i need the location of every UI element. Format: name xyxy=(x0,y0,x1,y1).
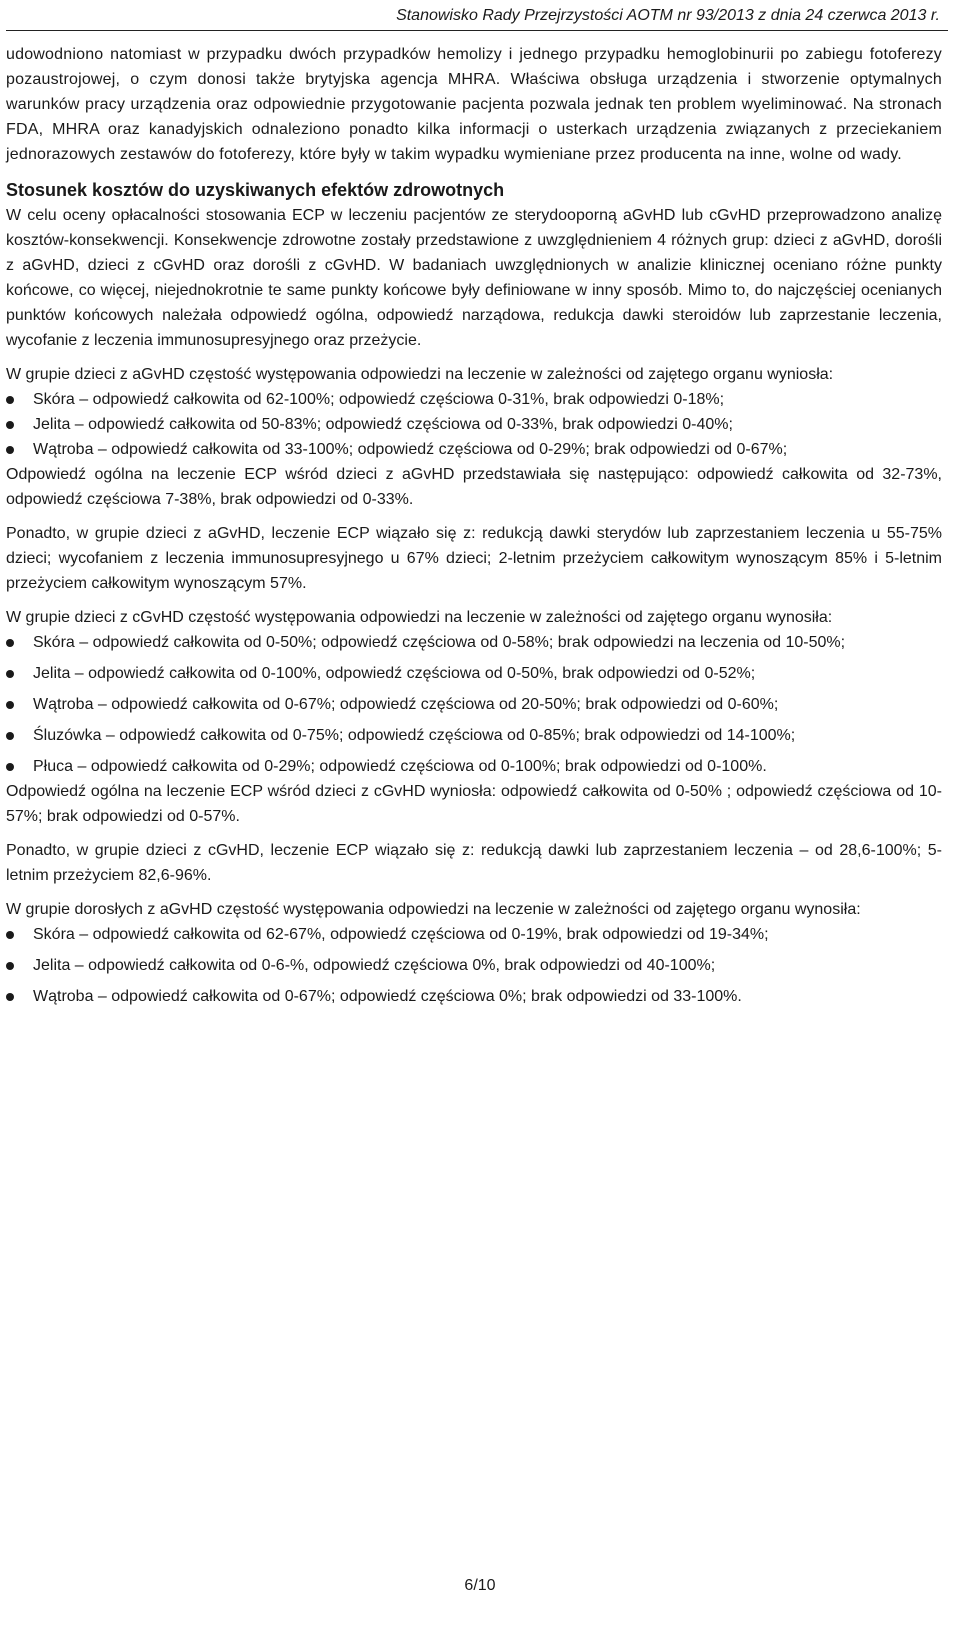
paragraph-children-agvhd-extra: Ponadto, w grupie dzieci z aGvHD, leczenie ECP wiązało się z: redukcją dawki sterydów lub zaprzestaniem leczenia u 55-75% dzieci; wycofaniem z leczenia immunosupresyjnego u 67% dzieci; 2-letnim przeżyciem całkowitym wynoszącym 85% i 5-letnim przeżyciem całkowitym wynoszącym 57%. xyxy=(6,525,942,592)
paragraph-children-cgvhd-overall: Odpowiedź ogólna na leczenie ECP wśród dzieci z cGvHD wyniosła: odpowiedź całkowita od 0-50% ; odpowiedź częściowa od 10-57%; brak odpowiedzi od 0-57%. xyxy=(6,783,942,825)
list-adults-agvhd xyxy=(6,922,942,1009)
list-item: Wątroba – odpowiedź całkowita od 0-67%; odpowiedź częściowa 0%; brak odpowiedzi od 33-100%. xyxy=(6,984,942,1009)
bullet-icon xyxy=(6,670,14,678)
header-divider xyxy=(6,30,948,31)
list-item: Skóra – odpowiedź całkowita od 62-67%, odpowiedź częściowa od 0-19%, brak odpowiedzi od 19-34%; xyxy=(6,922,942,947)
bullet-icon xyxy=(6,701,14,709)
page-number: 6/10 xyxy=(464,1577,496,1594)
paragraph-children-agvhd-overall: Odpowiedź ogólna na leczenie ECP wśród dzieci z aGvHD przedstawiała się następująco: odpowiedź całkowita od 32-73%, odpowiedź częściowa 7-38%, brak odpowiedzi od 0-33%. xyxy=(6,466,942,508)
paragraph-adults-agvhd-intro: W grupie dorosłych z aGvHD częstość występowania odpowiedzi na leczenie w zależności od zajętego organu wynosiła: xyxy=(6,901,861,918)
section-heading: Stosunek kosztów do uzyskiwanych efektów zdrowotnych xyxy=(6,180,505,200)
list-item: Jelita – odpowiedź całkowita od 0-100%, odpowiedź częściowa od 0-50%, brak odpowiedzi od 0-52%; xyxy=(6,661,942,686)
bullet-icon xyxy=(6,763,14,771)
bullet-icon xyxy=(6,931,14,939)
list-item: Śluzówka – odpowiedź całkowita od 0-75%; odpowiedź częściowa od 0-85%; brak odpowiedzi od 14-100%; xyxy=(6,723,942,748)
list-item: Skóra – odpowiedź całkowita od 62-100%; odpowiedź częściowa 0-31%, brak odpowiedzi 0-18%; xyxy=(6,387,942,412)
list-item: Płuca – odpowiedź całkowita od 0-29%; odpowiedź częściowa od 0-100%; brak odpowiedzi od 0-100%. xyxy=(6,754,942,779)
paragraph-children-cgvhd-intro: W grupie dzieci z cGvHD częstość występowania odpowiedzi na leczenie w zależności od zajętego organu wynosiła: xyxy=(6,609,833,626)
paragraph-children-cgvhd-extra: Ponadto, w grupie dzieci z cGvHD, leczenie ECP wiązało się z: redukcją dawki lub zaprzestaniem leczenia – od 28,6-100%; 5-letnim przeżyciem 82,6-96%. xyxy=(6,842,942,884)
list-children-agvhd xyxy=(6,387,942,462)
bullet-icon xyxy=(6,446,14,454)
bullet-icon xyxy=(6,396,14,404)
bullet-icon xyxy=(6,962,14,970)
list-item: Wątroba – odpowiedź całkowita od 0-67%; odpowiedź częściowa od 20-50%; brak odpowiedzi od 0-60%; xyxy=(6,692,942,717)
bullet-icon xyxy=(6,732,14,740)
list-item: Jelita – odpowiedź całkowita od 0-6-%, odpowiedź częściowa 0%, brak odpowiedzi od 40-100%; xyxy=(6,953,942,978)
list-children-cgvhd xyxy=(6,630,942,779)
paragraph-safety: udowodniono natomiast w przypadku dwóch przypadków hemolizy i jednego przypadku hemoglobinurii po zabiegu fotoferezy pozaustrojowej, o czym donosi także brytyjska agencja MHRA. Właściwa obsługa urządzenia i stworzenie optymalnych warunków pracy urządzenia oraz odpowiednie przygotowanie pacjenta pozwala jednak ten problem wyeliminować. Na stronach FDA, MHRA oraz kanadyjskich odnaleziono ponadto kilka informacji o usterkach urządzenia związanych z przeciekaniem jednorazowych zestawów do fotoferezy, które były w takim wypadku wymieniane przez producenta na inne, wolne od wady. xyxy=(6,46,942,163)
document-body xyxy=(6,42,942,1009)
bullet-icon xyxy=(6,639,14,647)
list-item: Wątroba – odpowiedź całkowita od 33-100%; odpowiedź częściowa od 0-29%; brak odpowiedzi od 0-67%; xyxy=(6,437,942,462)
paragraph-cost-analysis: W celu oceny opłacalności stosowania ECP w leczeniu pacjentów ze sterydooporną aGvHD lub cGvHD przeprowadzono analizę kosztów-konsekwencji. Konsekwencje zdrowotne zostały przedstawione z uwzględnieniem 4 różnych grup: dzieci z aGvHD, dorośli z aGvHD, dzieci z cGvHD oraz dorośli z cGvHD. W badaniach uwzględnionych w analizie klinicznej oceniano różne punkty końcowe, co więcej, niejednokrotnie te same punkty końcowe były definiowane w inny sposób. Mimo to, do najczęściej ocenianych punktów końcowych należała odpowiedź ogólna, odpowiedź narządowa, redukcja dawki steroidów lub zaprzestanie leczenia, wycofanie z leczenia immunosupresyjnego oraz przeżycie. xyxy=(6,207,942,349)
list-item: Jelita – odpowiedź całkowita od 50-83%; odpowiedź częściowa od 0-33%, brak odpowiedzi 0-40%; xyxy=(6,412,942,437)
page-header: Stanowisko Rady Przejrzystości AOTM nr 93/2013 z dnia 24 czerwca 2013 r. xyxy=(396,7,940,24)
paragraph-children-agvhd-intro: W grupie dzieci z aGvHD częstość występowania odpowiedzi na leczenie w zależności od zajętego organu wyniosła: xyxy=(6,366,834,383)
bullet-icon xyxy=(6,993,14,1001)
list-item: Skóra – odpowiedź całkowita od 0-50%; odpowiedź częściowa od 0-58%; brak odpowiedzi na leczenia od 10-50%; xyxy=(6,630,942,655)
bullet-icon xyxy=(6,421,14,429)
